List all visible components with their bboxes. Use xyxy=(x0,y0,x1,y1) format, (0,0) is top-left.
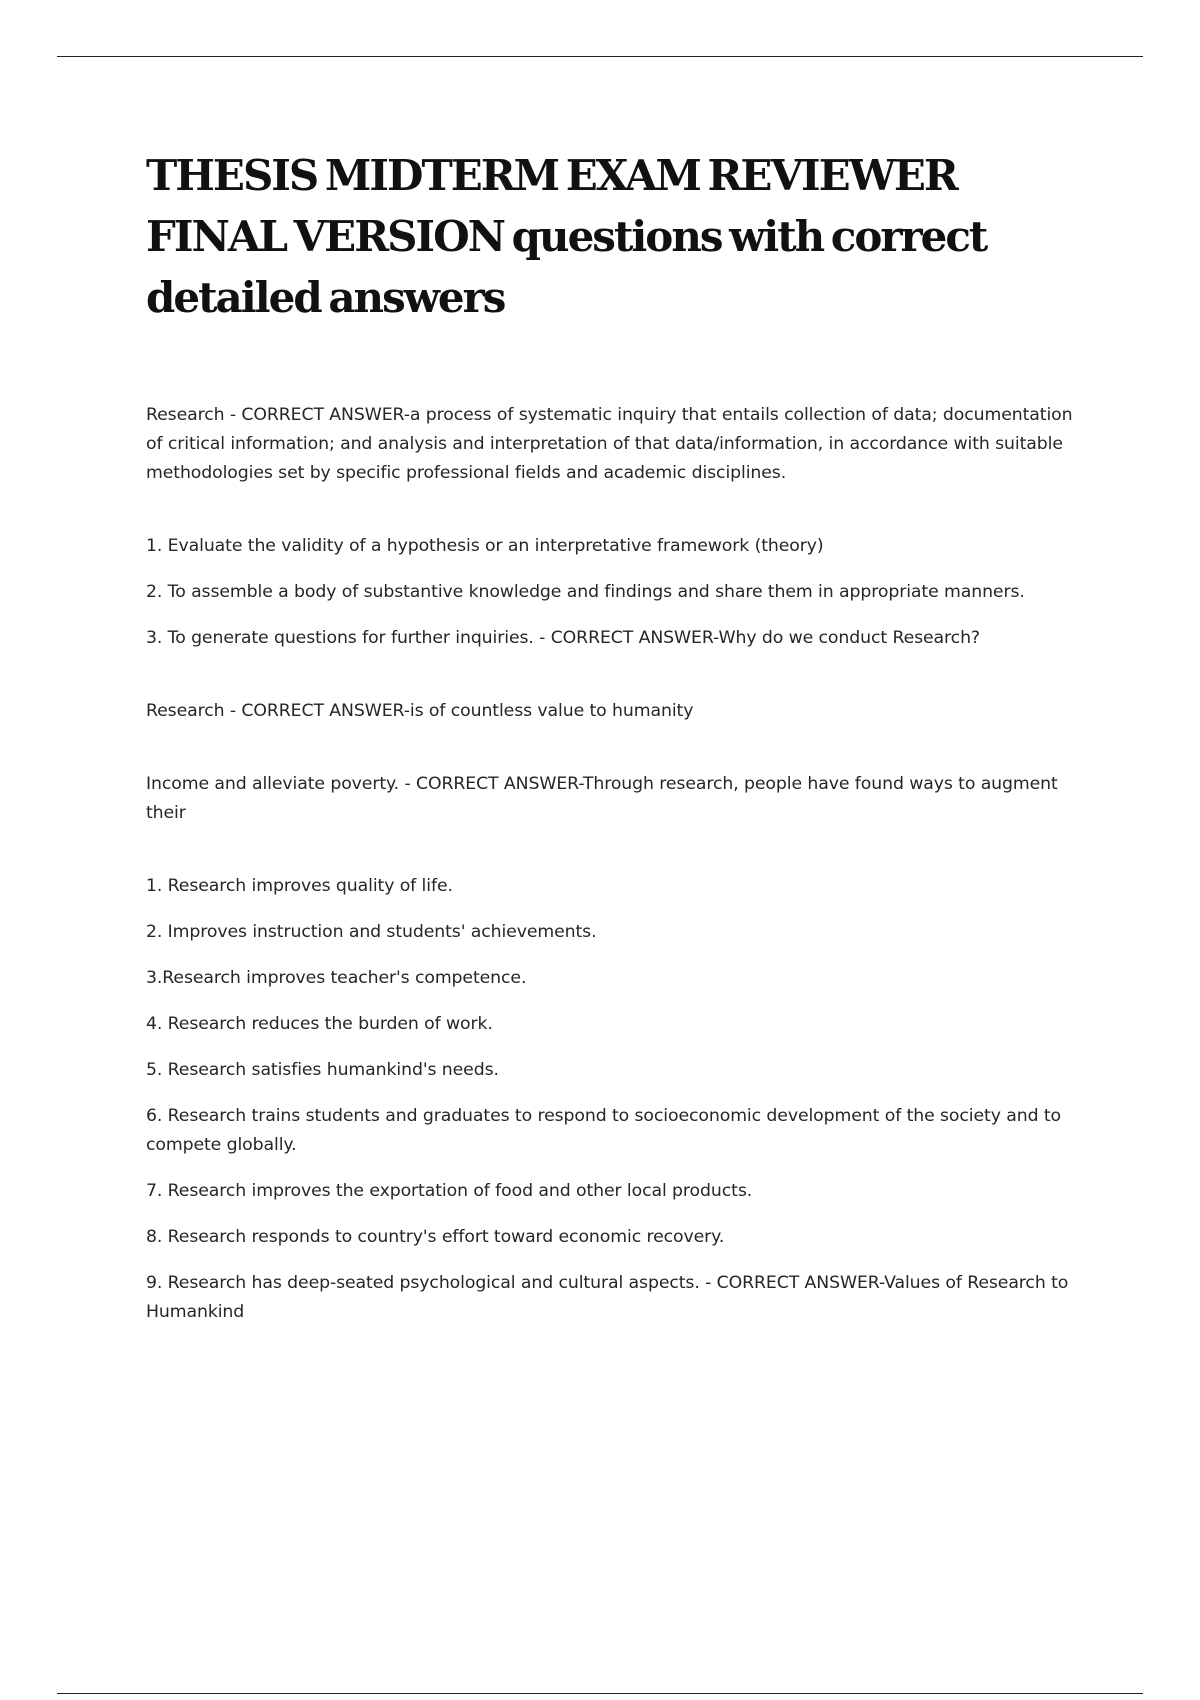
title-line-1: THESIS MIDTERM EXAM REVIEWER xyxy=(146,151,957,200)
list-item: 6. Research trains students and graduates to respond to socioeconomic development of the society and to compete globally. xyxy=(146,1106,1061,1155)
document-body xyxy=(146,145,1076,1344)
qa-block-values-of-research xyxy=(146,872,1076,1327)
list-item: 3. To generate questions for further inquiries. - CORRECT ANSWER-Why do we conduct Research? xyxy=(146,628,980,648)
document-title xyxy=(146,145,1076,328)
list-item: 2. To assemble a body of substantive knowledge and findings and share them in appropriate manners. xyxy=(146,582,1025,602)
list-item: 1. Evaluate the validity of a hypothesis or an interpretative framework (theory) xyxy=(146,536,824,556)
list-item: 4. Research reduces the burden of work. xyxy=(146,1014,493,1034)
list-item: 1. Research improves quality of life. xyxy=(146,876,453,896)
paragraph: Research - CORRECT ANSWER-is of countless value to humanity xyxy=(146,701,694,721)
paragraph: Research - CORRECT ANSWER-a process of systematic inquiry that entails collection of data; documentation of critical information; and analysis and interpretation of that data/information, in accordance with suitable methodologies set by specific professional fields and academic disciplines. xyxy=(146,405,1073,483)
header-rule xyxy=(57,56,1143,57)
qa-block-research-definition xyxy=(146,401,1076,488)
qa-block-why-research xyxy=(146,532,1076,653)
qa-block-income xyxy=(146,770,1076,828)
list-item: 7. Research improves the exportation of food and other local products. xyxy=(146,1181,753,1201)
list-item: 5. Research satisfies humankind's needs. xyxy=(146,1060,499,1080)
footer-rule xyxy=(57,1693,1143,1694)
list-item: 9. Research has deep-seated psychological and cultural aspects. - CORRECT ANSWER-Values of Research to Humankind xyxy=(146,1273,1069,1322)
qa-block-research-value xyxy=(146,697,1076,726)
title-line-3: detailed answers xyxy=(146,273,505,322)
title-line-2: FINAL VERSION questions with correct xyxy=(146,212,987,261)
paragraph: Income and alleviate poverty. - CORRECT ANSWER-Through research, people have found ways to augment their xyxy=(146,774,1058,823)
list-item: 3.Research improves teacher's competence. xyxy=(146,968,527,988)
list-item: 2. Improves instruction and students' achievements. xyxy=(146,922,597,942)
list-item: 8. Research responds to country's effort toward economic recovery. xyxy=(146,1227,725,1247)
